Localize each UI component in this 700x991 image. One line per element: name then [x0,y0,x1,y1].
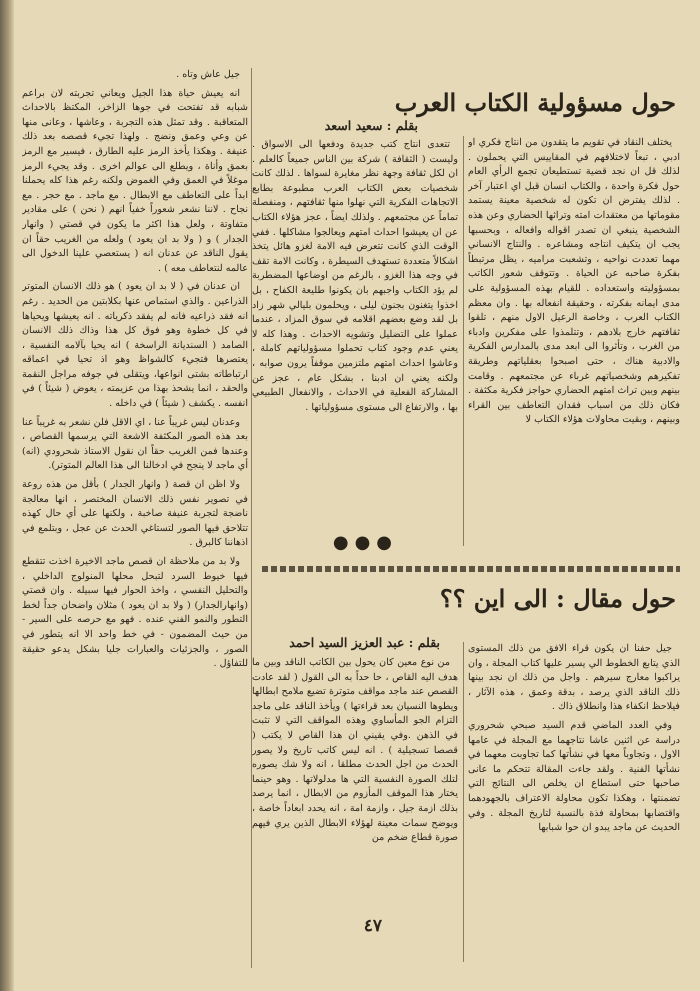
left-column-paragraph: ان عدنان في ( لا بد ان يعود ) هو ذلك الانسان المتوتر الذراعين . والذي استماص عنها بكلابتين من الحديد . رغم انه فقد ذراعيه فانه لم يفقد ذكرياته . انه يعيشها ويحياها في كل خطوة وهو فوق كل هذا وذاك ذلك الانسان الصامد ( السنديانة الراسخة ) انه يحيا بآلامه النفسية ، يعتصرها فتجيء كالشواظ وهو اذ تحيا في اعماقه ارتباطاته بشتى انواعها، ويتقلى في جوفه مراجل النقمة والحقد ، انما يشحذ بهذا من عزيمته ، يعوض ( شيئاً ) في انفسه . يكشف ( شيئاً ) في داخله . [22,281,248,410]
left-column-paragraph: جيل عاش وتاه . [176,69,240,80]
article-end-dots: ●●● [332,532,398,553]
article2-byline: بقلم : عبد العزيز السيد احمد [289,635,440,650]
magazine-page [22,58,680,978]
column-divider [463,136,464,546]
article1-column-right [468,136,680,624]
article2-column-middle [252,656,458,918]
article1-middle-paragraph: تتعدى انتاج كتب جديدة ودفعها الى الاسواق . وليست ( الثقافة ) شركة بين الناس جميعاً كالعلم . ان لكل ثقافة وجهة نظر مغايرة لسواها . لذلك كانت شخصيات بعض الكتاب العرب مطبوعة بطابع الاتجاهات الفكرية التي نهلوا منها ثقافتهم ، ومنفصلة تماماً عن مجتمعهم . ولذلك ايضاً ، عجز هؤلاء الكتاب عن ان يعيشوا احداث امتهم ويعالجوا مشاكلها . ففي الوقت الذي كانت تتعرض فيه الامة لغزو هائل يتخذ اشكالاً متعددة تستهدف السيطرة ، وكانت الامة تقف في وجه هذا الغزو ، بالرغم من اوضاعها المضطربة لم يؤد الكتاب واجبهم بان يكونوا طليعة الكفاح ، بل اخذوا يتغنون بجنون ليلى ، ويحلمون بليالي شهر زاد بل لقد وضع بعضهم اقلامه في سوق المزاد ، عندما عملوا على التضليل وتشويه الاحداث . وهذا كله لا يعني عدم وجود كتاب تحملوا مسؤولياتهم كاملة ، وعاشوا احداث امتهم ملتزمين موقفاً يرون صوابه ، ولكنه يعني ان ادبنا ، بشكل عام ، عجز عن المشاركة الفعلية في الاحداث ، والانفعال الطبيعي بها ، والارتفاع الى مستوى مسؤولياتها . [252,139,458,413]
article-separator [262,566,680,572]
column-divider [463,642,464,962]
left-column-paragraph: ولا اظن ان قصة ( وانهار الجدار ) بأقل من هذه روعة في تصوير نفس ذلك الانسان المختصر ، انها معالجة ناضجة لتجربة عنيفة صاخبة ، ولكنها على أي حال كهذه تتلاحق فيها الصور لتستاغي الحدث عن عجل ، وبتلمع في اذهاننا كالبرق . [22,479,248,549]
article2-right-paragraph: جيل حفنا ان يكون قراء الافق من ذلك المستوى الذي يتابع الخطوط الي يسير عليها كتاب المجلة ، وان يراكبوا معارج سيرهم . واجل من ذلك ان نجد بينها ذلك الناقد الذي يرصد ، بدقة وعمق ، هذه الآثار ، فيلاحظ انكفاء هذا وانطلاق ذاك . [468,643,680,713]
left-column-paragraph: انه يعيش حياة هذا الجيل ويعاني تجربته لان براعم شبابه قد تفتحت في جوها الزاخر، المكتظ بالاحداث المتعاقبة . وقد تمثل هذه التجربة ، وعاشها ، وعانى منها عن وعي وعمق ونضج . ولهذا تجيء قصصه بعد ذلك عنيفة . وهكذا يأخذ الرمز عليه الطارق ، فيسير مع الرمز بعمق وأناة ، ويطلع الى عوالم اخرى . وقد يجيء الرمز موغلاً في العمق وفي الغموض ولكنه رغم هذا كله يحملنا ابداً على التعاطف مع الابطال . مع ماجد . مع حجر . مع نجاح . لاننا نشعر شعوراً خفياً انهم ( نحن ) على مقادير متفاوتة ، ولعل هذا اكثر ما يكون في قصتي ( وانهار الجدار ) و ( ولا بد ان يعود ) ولعله من الغريب حقاً ان يقول الناقد عن عدنان انه ( يستعصي علينا الدخول الى عالمه لنتعاطف معه ) . [22,87,248,274]
left-column-paragraph: وعدنان ليس غريباً عنا ، اي الاقل فلن نشعر به غريباً عنا بعد هذه الصور المكثفة الاشعة التي يرسمها القصاص ، وعندها فمن الغريب حقاً ان نقول الاستاذ شحرودي (انه) أي ماجد لا ينجح في ادخالنا الى هذا العالم المتوتر). [22,416,248,472]
article2-title: حول مقال : الى اين ؟؟ [439,584,676,613]
article1-column-middle [252,138,458,540]
article2-column-right [468,642,680,972]
page-number: ٤٧ [363,916,382,936]
article2-right-paragraph: وفي العدد الماضي قدم السيد صبحي شحروري دراسة عن اثنين عاشا نتاجهما مع المجلة في عامها الاول ، وتجاوباً معها في نشأتها كما تجاوبت معهما في نشأتها الفنية . ولقد جاءت المقالة تتحكم ما عانى صاحبها حتى استطاع ان يخلص الى النتائج التي تضمنتها ، وهكذا تكون محاولة الاعتراف بالجهودهما واقتضابها بمحاولة فذة بالنسبة لتاريخ المجلة . وفي الحديث عن ماجد يبدو ان حوا شبابها [468,719,680,834]
article2-middle-paragraph: من نوع معين كان يحول بين الكاتب الناقد وبين ما هدف اليه القاص ، حا حداً به الى القول ( لقد عادت القصص عند ماجد مواقف متوترة تضيع ملامح ابطالها ويطوها النسيان بعد قراءتها ) ويأخذ الناقد على ماجد التزام الجو المأساوي وهذه المواقف التي لا تثبت في الذهن .وفي يقيني ان هذا القاص لا يكتب ( قصصا تسجيلية ) . انه ليس كاتب تاريخ ولا يصور الحدث من اجل الحدث مطلقا ، انه ولا شك يصوره لتلك الصورة النفسية التي ها مدلولاتها . وهو حينما يختار هذا الموقف المأزوم من الابطال ، انما يرصد بذلك ازمة جيل ، وازمة امة ، انه يحدد ابعاداً خاصة ، ويوضح سمات معينة لهؤلاء الابطال الذين يري فيهم صورة قطاع ضخم من [252,657,458,844]
left-column [22,68,248,968]
article1-byline: بقلم : سعيد اسعد [324,118,418,133]
left-column-paragraph: ولا بد من ملاحظة ان قصص ماجد الاخيرة اخذت تتقطع فيها خيوط السرد لتبحل محلها المنولوج الداخلي ، والتحليل النفسي ، واخذ الحوار فيها سبيله . وان قصتي (وانهارالجدار) ( ولا بد ان يعود ) مثلان واضحان جداً لخط التطور والنمو الفني عنده . فهو مع حرصه على السير - من حيث المضمون - في خط واحد الا انه يتطور في الصور ، والجزئيات والعبارات جليا بشكل يدعو حقيقة للتفاؤل . [22,556,248,670]
page-binding-shadow [0,0,14,991]
article1-title: حول مسؤولية الكتاب العرب [394,88,676,117]
article1-right-paragraph: يختلف النقاد في تقويم ما يتقدون من انتاج فكري او ادبي ، تبعاً لاختلافهم في المقاييس التي يحملون . لذلك قل ان نجد قضية تستطيعان تجمع الرأي العام حول فكرة واحدة ، والكتاب انسان قبل اي اعتبار آخر . لذلك يفترض ان تكون له شخصية معينة يستمد مقوماتها من معتقدات امته وتراثها الحضاري وعن هذه الشخصية ينبغي ان تصدر اقواله وافعاله ، وبحسبها يجب ان يتكيف انتاجه ومشاعره . والنتاج الانساني مهما تعددت نواحيه ، وتشعبت مراميه ، يظل مرتبطاً بفكرة صاحبه عن الحياة . وتتوقف شعور الكاتب بمسؤوليته واستعداده . للقيام بهذه المسؤولية على مدى ايمانه بفكرته ، وحقيقة انفعاله بها . وان معظم الكتاب العرب ، وخاصة الرعيل الاول منهم ، تلقوا ثقافتهم خارج بلادهم ، وتتلمذوا على مفكرين وادباء من الغرب ، وتأثروا الى ابعد مدى بالمدارس الفكرية والادبية هناك ، حتى اصبحوا بعقلياتهم وطريقة تفكيرهم وشخصياتهم غرباء عن مجتمعهم . وقامت بينهم وبين تراث امتهم الحضاري حواجز فكرية مكثفة . فكان ذلك من اسباب فقدان التعاطف بين القراء وبينهم ، وبقيت محاولات هؤلاء الكتاب لا [468,137,680,426]
